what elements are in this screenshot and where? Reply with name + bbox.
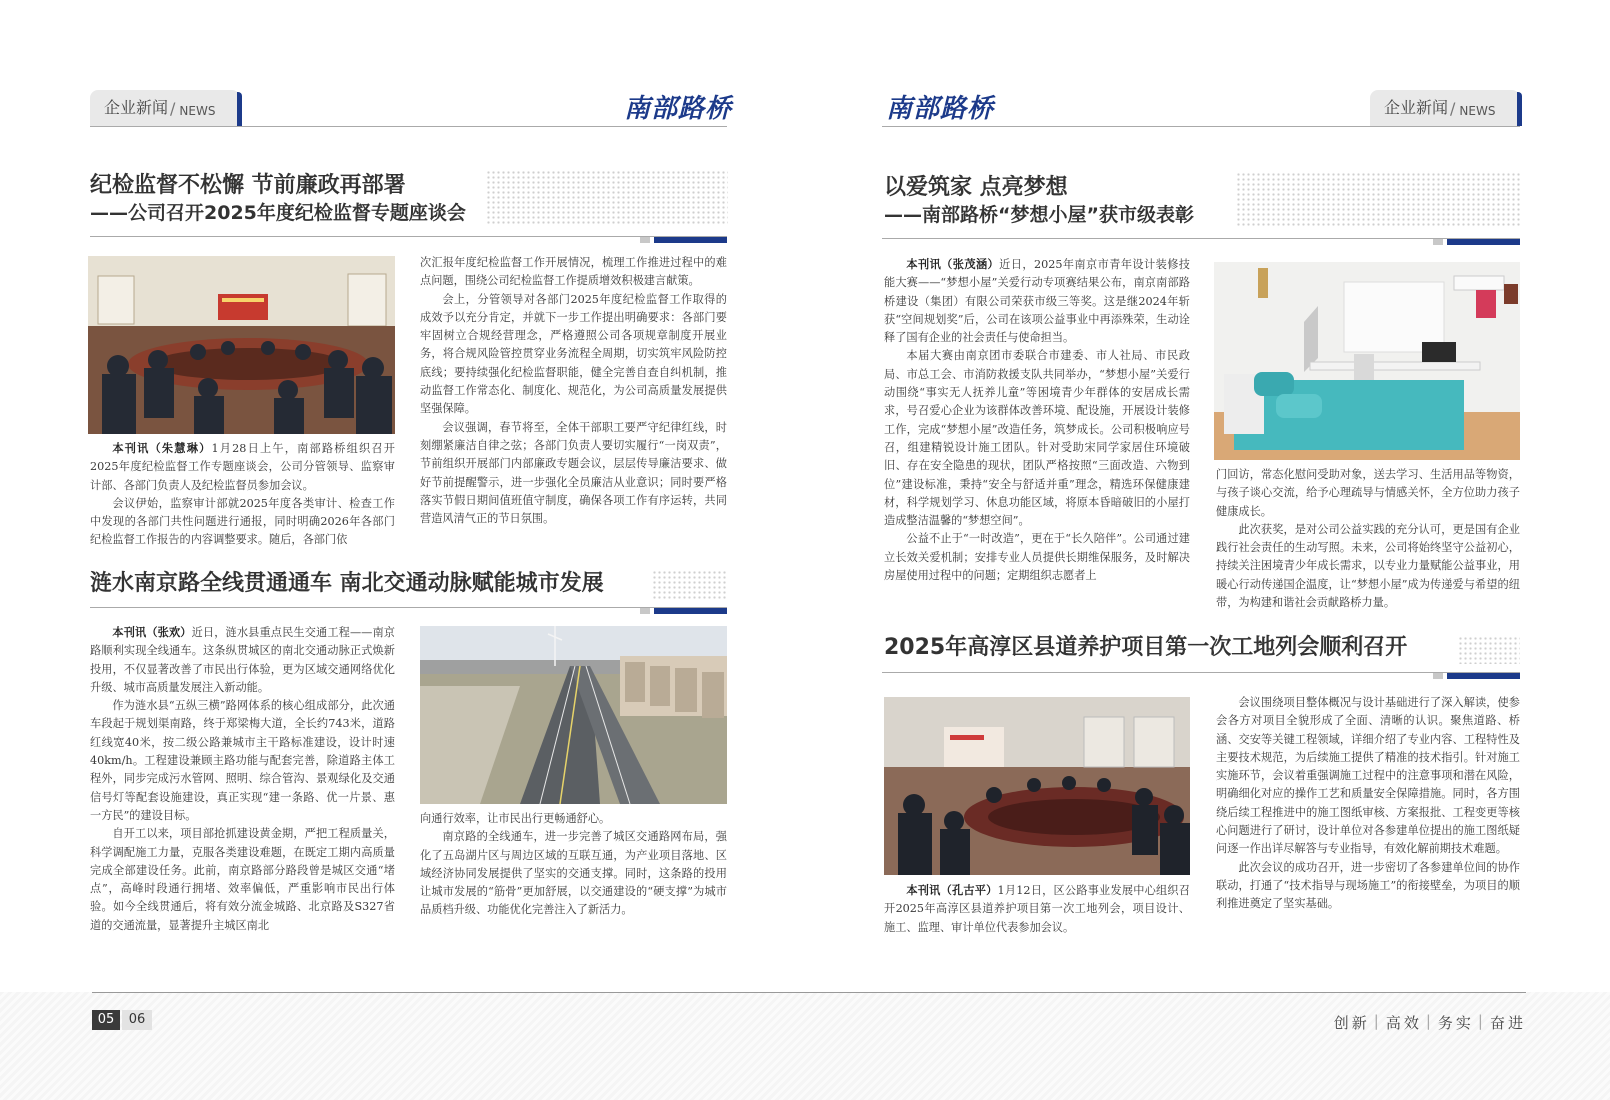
byline: 本刊讯（张欢） xyxy=(112,626,192,639)
paragraph: 公益不止于“一时改造”，更在于“长久陪伴”。公司通过建立长效关爱机制；安排专业人员提供长期维保服务，及时解决房屋使用过程中的问题；定期组织志愿者上 xyxy=(884,532,1190,583)
paragraph: 南京路的全线通车，进一步完善了城区交通路网布局，强化了五岛湖片区与周边区域的互联互通，为产业项目落地、区域经济协同发展提供了坚实的交通支撑。同时，这条路的投用让城市发展的“筋骨”更加舒展，以交通建设的“硬支撑”为城市品质档升级、功能优化完善注入了新活力。 xyxy=(420,830,727,917)
article-title-line1: 涟水南京路全线贯通通车 南北交通动脉赋能城市发展 xyxy=(90,571,604,596)
article-body-dream-col1 xyxy=(884,256,1190,585)
title-rule xyxy=(882,238,1520,239)
paragraph: 作为涟水县“五纵三横”路网体系的核心组成部分，此次通车段起于规划渠南路，终于郑梁梅大道，全长约743米，道路红线宽40米，按二级公路兼城市主干路标准建设，设计时速40km/h。工程建设兼顾主路功能与配套完善，除道路主体工程外，同步完成污水管网、照明、综合管沟、景观绿化及交通信号灯等配套设施建设，真正实现“建一条路、优一片景、惠一方民”的建设目标。 xyxy=(90,699,395,822)
byline: 本刊讯（张茂涵） xyxy=(906,258,1000,271)
article-title-line1: 以爱筑家 点亮梦想 xyxy=(884,175,1068,200)
bedroom-image xyxy=(1214,262,1520,460)
page-number-left: 05 xyxy=(92,1010,120,1030)
header-rule-left xyxy=(90,126,727,127)
slogan-separator: | xyxy=(1477,1012,1486,1030)
section-tab-sep: / xyxy=(1450,99,1456,118)
section-tab-en: NEWS xyxy=(1459,104,1496,118)
paragraph: 本届大赛由南京团市委联合市建委、市人社局、市民政局、市总工会、市消防救援支队共同举办，“梦想小屋”关爱行动围绕“事实无人抚养儿童”等困境青少年群体的安居成长需求，号召爱心企业为该群体改善环境、配设施，开展设计装修工作，完成“梦想小屋”改造任务，筑梦成长。公司积极响应号召，组建精锐设计施工团队。针对受助宋同学家居住环境破旧、存在安全隐患的现状，团队严格按照“三面改造、六物到位”建设标准，秉持“安全与舒适并重”理念，精选环保健康建材，科学规划学习、休息功能区域，将原本昏暗破旧的小屋打造成整洁温馨的“梦想空间”。 xyxy=(884,349,1190,528)
paragraph: 此次会议的成功召开，进一步密切了各参建单位间的协作联动，打通了“技术指导与现场施工”的衔接壁垒，为项目的顺利推进奠定了坚实基础。 xyxy=(1216,860,1520,911)
article-title-line1: 2025年高淳区县道养护项目第一次工地列会顺利召开 xyxy=(884,635,1408,660)
paragraph: 1月28日上午，南部路桥组织召开2025年度纪检监督工作专题座谈会，公司分管领导、监察审计部、各部门负责人及纪检监督员参加会议。 xyxy=(90,442,395,492)
paragraph: 自开工以来，项目部抢抓建设黄金期，严把工程质量关，科学调配施工力量，克服各类建设难题，在既定工期内高质量完成全部建设任务。此前，南京路部分路段曾是城区交通“堵点”，高峰时段通行拥堵、效率偏低，严重影响市民出行体验。如今全线贯通后，将有效分流金城路、北京路及S327省道的交通流量，显著提升主城区南北 xyxy=(90,827,395,932)
byline: 本刊讯（孔古平） xyxy=(906,884,998,897)
article-title-line2: ——公司召开2025年度纪检监督专题座谈会 xyxy=(90,202,466,224)
paragraph: 会议伊始，监察审计部就2025年度各类审计、检查工作中发现的各部门共性问题进行通报，同时明确2026年各部门纪检监督工作报告的内容调整要求。随后，各部门依 xyxy=(90,496,395,547)
footer-slogan xyxy=(1334,1012,1526,1033)
slogan-separator: | xyxy=(1373,1012,1382,1030)
paragraph: 会议强调，春节将至，全体干部职工要严守纪律红线，时刻绷紧廉洁自律之弦；各部门负责人要切实履行“一岗双责”，节前组织开展部门内部廉政专题会议，层层传导廉洁要求、做好节前提醒警示，进一步强化全员廉洁从业意识；同时要严格落实节假日期间值班值守制度，确保各项工作有序运转，共同营造风清气正的节日氛围。 xyxy=(420,420,727,526)
road-aerial-image xyxy=(420,626,727,804)
page-number-right: 06 xyxy=(122,1010,152,1030)
title-accent-bar xyxy=(1447,239,1520,245)
title-dot-pattern xyxy=(1458,636,1520,664)
paragraph: 近日，2025年南京市青年设计装修技能大赛——“梦想小屋”关爱行动专项赛结果公布，南京南部路桥建设（集团）有限公司荣获市级三等奖。这是继2024年斩获“空间规划奖”后，公司在该项公益事业中再添殊荣，生动诠释了国有企业的社会责任与使命担当。 xyxy=(884,258,1190,345)
footer-rule xyxy=(92,992,1526,993)
header-rule-right xyxy=(882,126,1520,127)
article-title-line1: 纪检监督不松懈 节前廉政再部署 xyxy=(90,173,406,198)
title-rule xyxy=(90,607,727,608)
article-title-gaochun xyxy=(884,634,1407,662)
paragraph: 会上，分管领导对各部门2025年度纪检监督工作取得的成效予以充分肯定，并就下一步工作提出明确要求：各部门要牢固树立合规经营理念，严格遵照公司各项规章制度开展业务，将合规风险管控贯穿业务流程全周期，切实筑牢风险防控底线；要持续强化纪检监督职能，健全完善自查自纠机制，推动监督工作常态化、制度化、规范化，为公司高质量发展提供坚强保障。 xyxy=(420,292,727,416)
slogan-word: 奋进 xyxy=(1489,1014,1526,1032)
article-body-gaochun-col1 xyxy=(884,882,1190,937)
title-dot-pattern xyxy=(1236,172,1520,226)
dream-room-photo xyxy=(1214,262,1520,460)
article-body-road-col2 xyxy=(420,810,727,920)
slogan-word: 创新 xyxy=(1333,1014,1370,1032)
paragraph: 1月12日，区公路事业发展中心组织召开2025年高淳区县道养护项目第一次工地列会，项目设计、施工、监理、审计单位代表参加会议。 xyxy=(884,884,1190,934)
title-rule xyxy=(90,236,727,237)
meeting-photo-discipline xyxy=(88,256,395,434)
section-tab-cn: 企业新闻 xyxy=(104,98,169,117)
brand-logo-left: 南部路桥 xyxy=(624,94,733,124)
section-tab-en: NEWS xyxy=(179,104,216,118)
brand-logo-right: 南部路桥 xyxy=(886,94,995,124)
article-body-dream-col2 xyxy=(1216,466,1520,612)
article-body-discipline-col2 xyxy=(420,254,727,528)
slogan-word: 高效 xyxy=(1385,1014,1422,1032)
slogan-separator: | xyxy=(1425,1012,1434,1030)
section-tab-sep: / xyxy=(170,99,176,118)
article-title-discipline xyxy=(90,172,466,226)
section-tab-left xyxy=(90,90,240,126)
title-dot-pattern xyxy=(652,570,728,600)
paragraph: 向通行效率，让市民出行更畅通舒心。 xyxy=(420,812,611,825)
footer-background xyxy=(0,992,1610,1100)
worksite-meeting-photo xyxy=(884,697,1190,875)
paragraph: 次汇报年度纪检监督工作开展情况，梳理工作推进过程中的难点问题，围绕公司纪检监督工作提质增效积极建言献策。 xyxy=(420,256,727,288)
paragraph: 会议围绕项目整体概况与设计基础进行了深入解读，使参会各方对项目全貌形成了全面、清晰的认识。聚焦道路、桥涵、交安等关键工程领域，详细介绍了专业内容、工程特性及主要技术规范，为后续施工提供了精准的技术指引。针对施工实施环节，会议着重强调施工过程中的注意事项和潜在风险，明确细化对应的操作工艺和质量安全保障措施。同时，各方围绕后续工程推进中的施工图纸审核、方案报批、工程变更等核心问题进行了研讨，设计单位对各参建单位提出的施工图纸疑问逐一作出详尽解答与专业指导，有效化解前期技术难题。 xyxy=(1216,696,1520,856)
title-rule xyxy=(882,672,1520,673)
section-tab-cn: 企业新闻 xyxy=(1384,98,1449,117)
title-dot-pattern xyxy=(486,170,728,224)
paragraph: 门回访，常态化慰问受助对象，送去学习、生活用品等物资，与孩子谈心交流，给予心理疏导与情感关怀，全方位助力孩子健康成长。 xyxy=(1216,468,1520,518)
article-title-dream-house xyxy=(884,174,1194,228)
road-aerial-photo xyxy=(420,626,727,804)
conference-image xyxy=(884,697,1190,875)
title-accent-bar xyxy=(654,608,727,614)
paragraph: 近日，涟水县重点民生交通工程——南京路顺利实现全线通车。这条纵贯城区的南北交通动脉正式焕新投用，不仅显著改善了市民出行体验，更为区域交通网络优化升级、城市高质量发展注入新动能。 xyxy=(90,626,395,694)
article-body-road-col1 xyxy=(90,624,395,935)
section-tab-right xyxy=(1370,90,1520,126)
article-body-gaochun-col2 xyxy=(1216,694,1520,914)
article-title-line2: ——南部路桥“梦想小屋”获市级表彰 xyxy=(884,204,1194,226)
paragraph: 此次获奖，是对公司公益实践的充分认可，更是国有企业践行社会责任的生动写照。未来，公司将始终坚守公益初心，持续关注困境青少年成长需求，以专业力量赋能公益事业，用暖心行动传递国企温度，让“梦想小屋”成为传递爱与希望的纽带，为构建和谐社会贡献路桥力量。 xyxy=(1216,522,1520,610)
byline: 本刊讯（朱慧琳） xyxy=(112,442,212,455)
meeting-room-image xyxy=(88,256,395,434)
article-body-discipline-col1 xyxy=(90,440,395,550)
title-accent-bar xyxy=(654,237,727,243)
article-title-road xyxy=(90,570,604,598)
slogan-word: 务实 xyxy=(1437,1014,1474,1032)
title-accent-bar xyxy=(1447,673,1520,679)
